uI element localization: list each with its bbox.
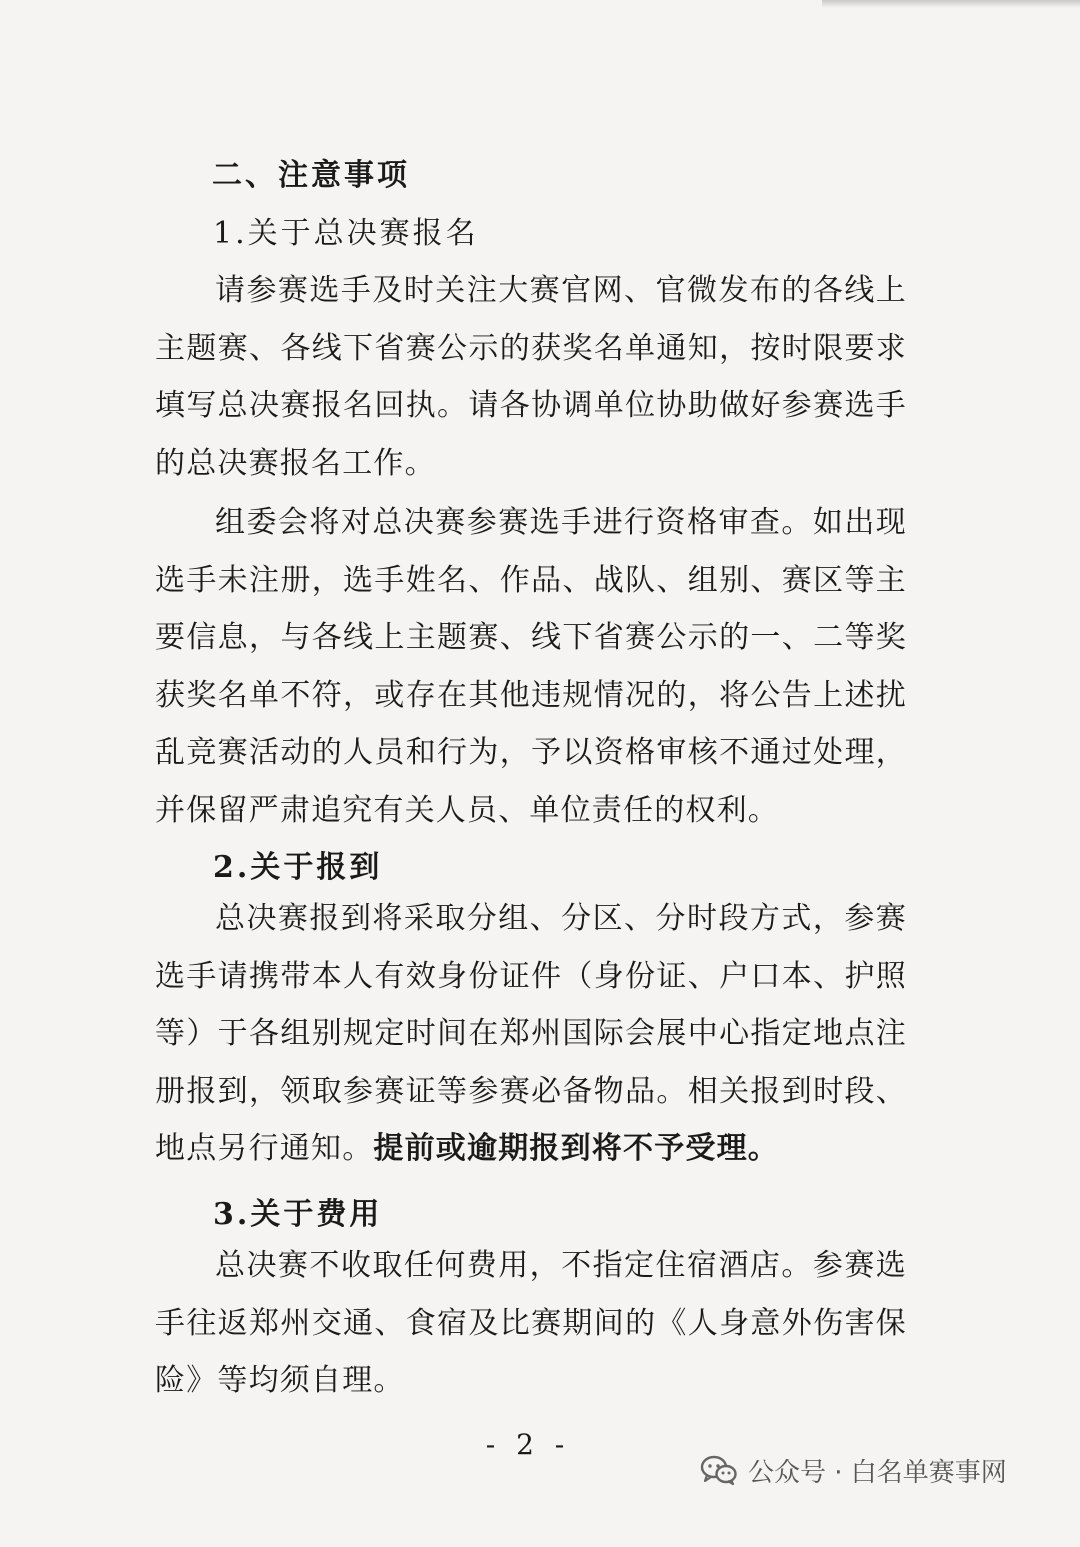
section-heading: 二、注意事项 xyxy=(212,158,410,193)
item-2-paragraph xyxy=(155,890,907,1178)
item-1-paragraph-1: 请参赛选手及时关注大赛官网、官微发布的各线上主题赛、各线下省赛公示的获奖名单通知，按时限要求填写总决赛报名回执。请各协调单位协助做好参赛选手的总决赛报名工作。 xyxy=(155,273,907,481)
item-3-paragraph: 总决赛不收取任何费用，不指定住宿酒店。参赛选手往返郑州交通、食宿及比赛期间的《人身意外伤害保险》等均须自理。 xyxy=(155,1248,907,1399)
item-3-heading: 3.关于费用 xyxy=(213,1197,383,1232)
item-2-heading: 2.关于报到 xyxy=(213,850,383,885)
item-1-paragraph-2: 组委会将对总决赛参赛选手进行资格审查。如出现选手未注册，选手姓名、作品、战队、组别、赛区等主要信息，与各线上主题赛、线下省赛公示的一、二等奖获奖名单不符，或存在其他违规情况的，将公告上述扰乱竞赛活动的人员和行为，予以资格审核不通过处理，并保留严肃追究有关人员、单位责任的权利。 xyxy=(155,505,907,828)
item-2-paragraph-emphasis: 提前或逾期报到将不予受理。 xyxy=(373,1131,780,1167)
watermark-text: 公众号 · 白名单赛事网 xyxy=(748,1457,1007,1488)
item-2-paragraph-text: 总决赛报到将采取分组、分区、分时段方式，参赛选手请携带本人有效身份证件（身份证、户口本、护照等）于各组别规定时间在郑州国际会展中心指定地点注册报到，领取参赛证等参赛必备物品。相关报到时段、地点另行通知。 xyxy=(155,901,907,1167)
scan-edge-mark xyxy=(822,0,1080,8)
watermark xyxy=(700,1452,1007,1488)
page-number: - 2 - xyxy=(485,1428,571,1461)
item-1-heading: 1.关于总决赛报名 xyxy=(213,216,479,251)
wechat-icon xyxy=(700,1454,738,1486)
